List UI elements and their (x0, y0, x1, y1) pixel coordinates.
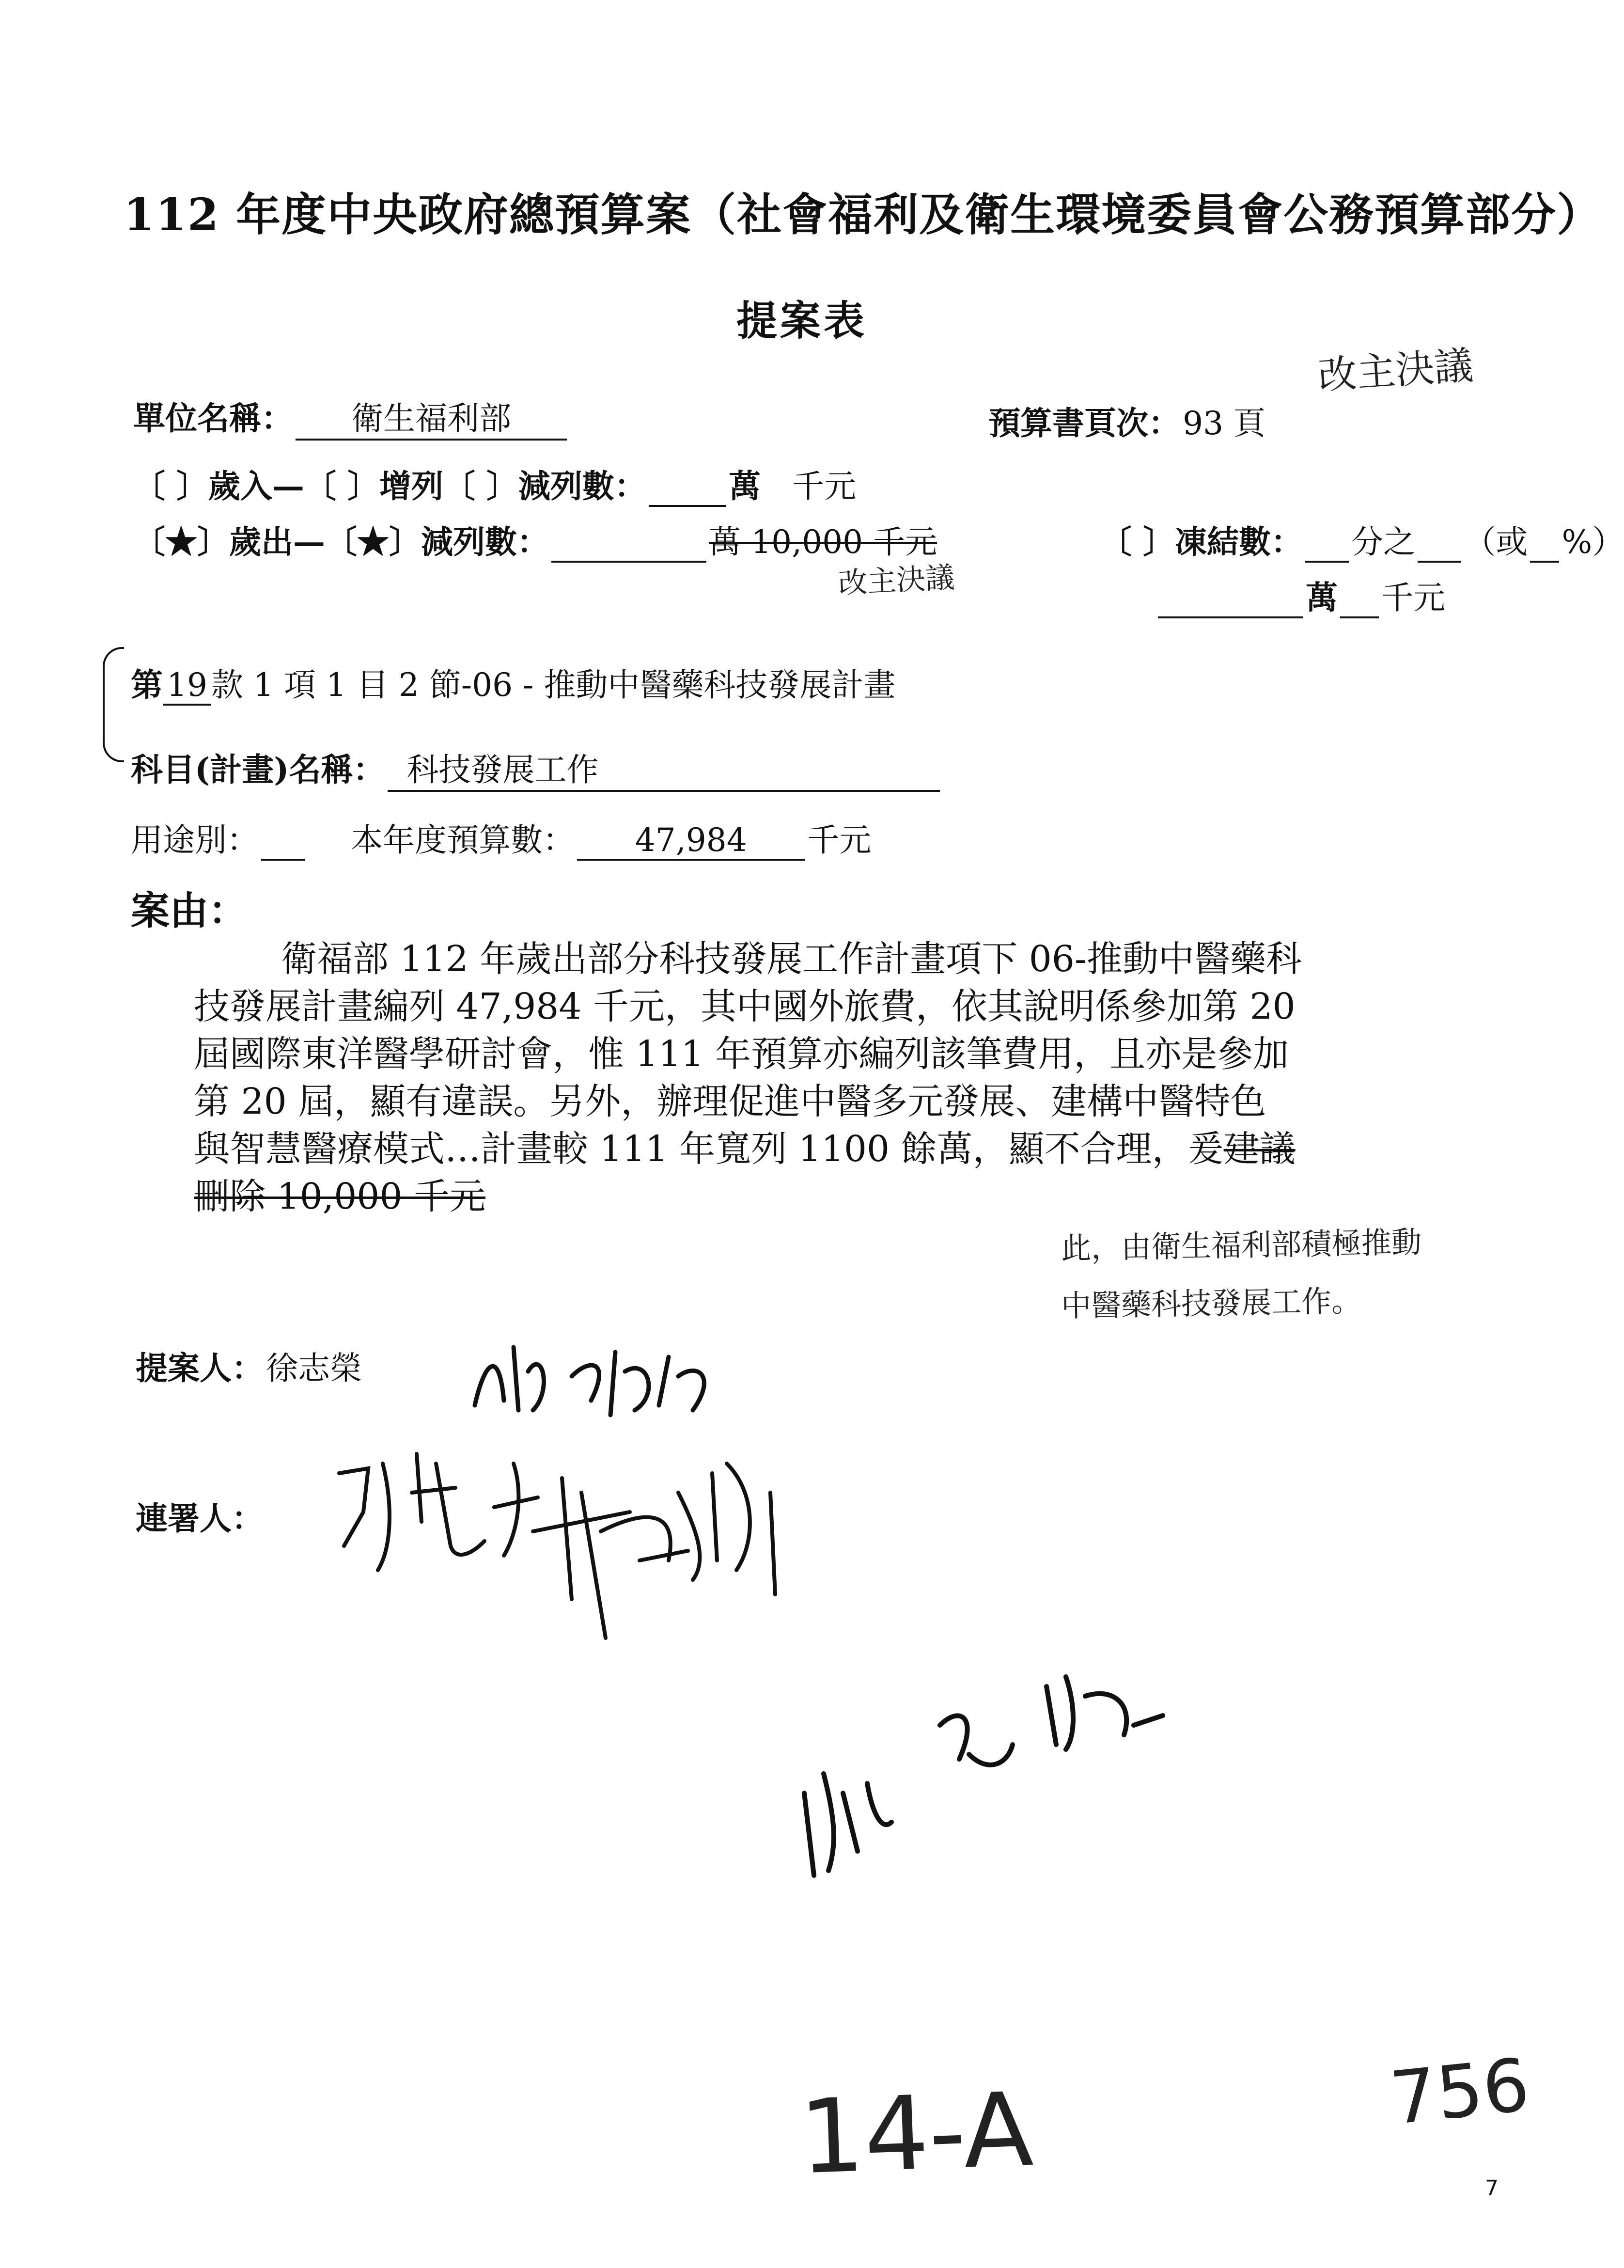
subject-row (131, 744, 940, 792)
handwritten-note-top: 改主決議 (1316, 342, 1475, 399)
freeze-amount-row (1158, 572, 1445, 618)
freeze-or: （或 (1464, 523, 1528, 561)
item-bracket (103, 647, 124, 762)
proposer-label: 提案人： (136, 1349, 264, 1387)
reason-line-struck: 刪除 10,000 千元 (194, 1176, 485, 1217)
reason-line (194, 1125, 1492, 1173)
handwritten-code: 14-A (797, 2070, 1035, 2197)
section-num: 19 (163, 666, 211, 706)
reason-body (194, 935, 1492, 1220)
section-prefix: 第 (131, 666, 163, 704)
page-number: 7 (1485, 2176, 1499, 2201)
freeze-label: 〔 〕凍結數： (1100, 523, 1303, 561)
usage-row (131, 814, 871, 861)
section-row (131, 659, 895, 706)
revenue-row (133, 460, 856, 507)
budget-page-label: 預算書頁次： (988, 404, 1180, 442)
reason-label: 案由： (131, 888, 247, 933)
reason-line5-plain: 與智慧醫療模式…計畫較 111 年寬列 1100 餘萬，顯不合理，爰 (194, 1128, 1224, 1170)
budget-unit: 千元 (807, 821, 872, 859)
revenue-label: 〔 〕歲入—〔 〕增列〔 〕減列數： (133, 467, 646, 505)
page-title: 112 年度中央政府總預算案（社會福利及衛生環境委員會公務預算部分） (124, 189, 1603, 241)
freeze-row (1100, 516, 1624, 563)
reason-line: 技發展計畫編列 47,984 千元，其中國外旅費，依其說明係參加第 20 (194, 986, 1296, 1027)
handwritten-number: 756 (1386, 2043, 1533, 2142)
usage-label: 用途別： (131, 821, 259, 859)
reason-line: 衛福部 112 年歲出部分科技發展工作計畫項下 06-推動中醫藥科 (281, 938, 1302, 980)
reason-line5-struck: 建議 (1223, 1128, 1296, 1170)
budget-page-row (988, 397, 1265, 443)
handwritten-margin-note-2: 中醫藥科技發展工作。 (1061, 1283, 1362, 1324)
budget-label: 本年度預算數： (351, 821, 575, 859)
unit-label: 單位名稱： (133, 399, 293, 437)
cosigner-signature-2 (785, 1648, 1197, 1890)
freeze-frac: 分之 (1351, 523, 1416, 561)
budget-value: 47,984 (577, 821, 805, 861)
proposer-row (136, 1342, 362, 1388)
unit-row (133, 393, 567, 441)
subject-label: 科目(計畫)名稱： (131, 751, 385, 788)
handwritten-note-middle: 改主決議 (837, 560, 955, 601)
unit-value: 衛生福利部 (296, 393, 567, 441)
freeze-pct: %） (1562, 523, 1624, 561)
expense-label: 〔★〕歲出—〔★〕減列數： (133, 523, 549, 561)
cosigner-label: 連署人： (136, 1499, 264, 1537)
freeze-qian: 千元 (1381, 579, 1446, 616)
reason-line: 屆國際東洋醫學研討會，惟 111 年預算亦編列該筆費用，且亦是參加 (194, 1033, 1289, 1075)
budget-page-value: 93 頁 (1183, 405, 1266, 442)
section-rest: 款 1 項 1 目 2 節-06 - 推動中醫藥科技發展計畫 (211, 666, 896, 704)
freeze-wan: 萬 (1306, 579, 1338, 616)
page-subtitle: 提案表 (736, 297, 868, 345)
expense-struck-amount: 萬 10,000 千元 (709, 523, 937, 561)
proposer-name: 徐志榮 (266, 1350, 362, 1387)
handwritten-margin-note-1: 此，由衛生福利部積極推動 (1061, 1224, 1422, 1266)
revenue-wan: 萬 (729, 467, 761, 505)
expense-row (133, 516, 937, 563)
revenue-qian: 千元 (792, 468, 857, 505)
reason-line: 第 20 屆，顯有違誤。另外，辦理促進中醫多元發展、建構中醫特色 (194, 1081, 1266, 1122)
proposer-signature (465, 1318, 736, 1425)
subject-value: 科技發展工作 (388, 744, 940, 792)
